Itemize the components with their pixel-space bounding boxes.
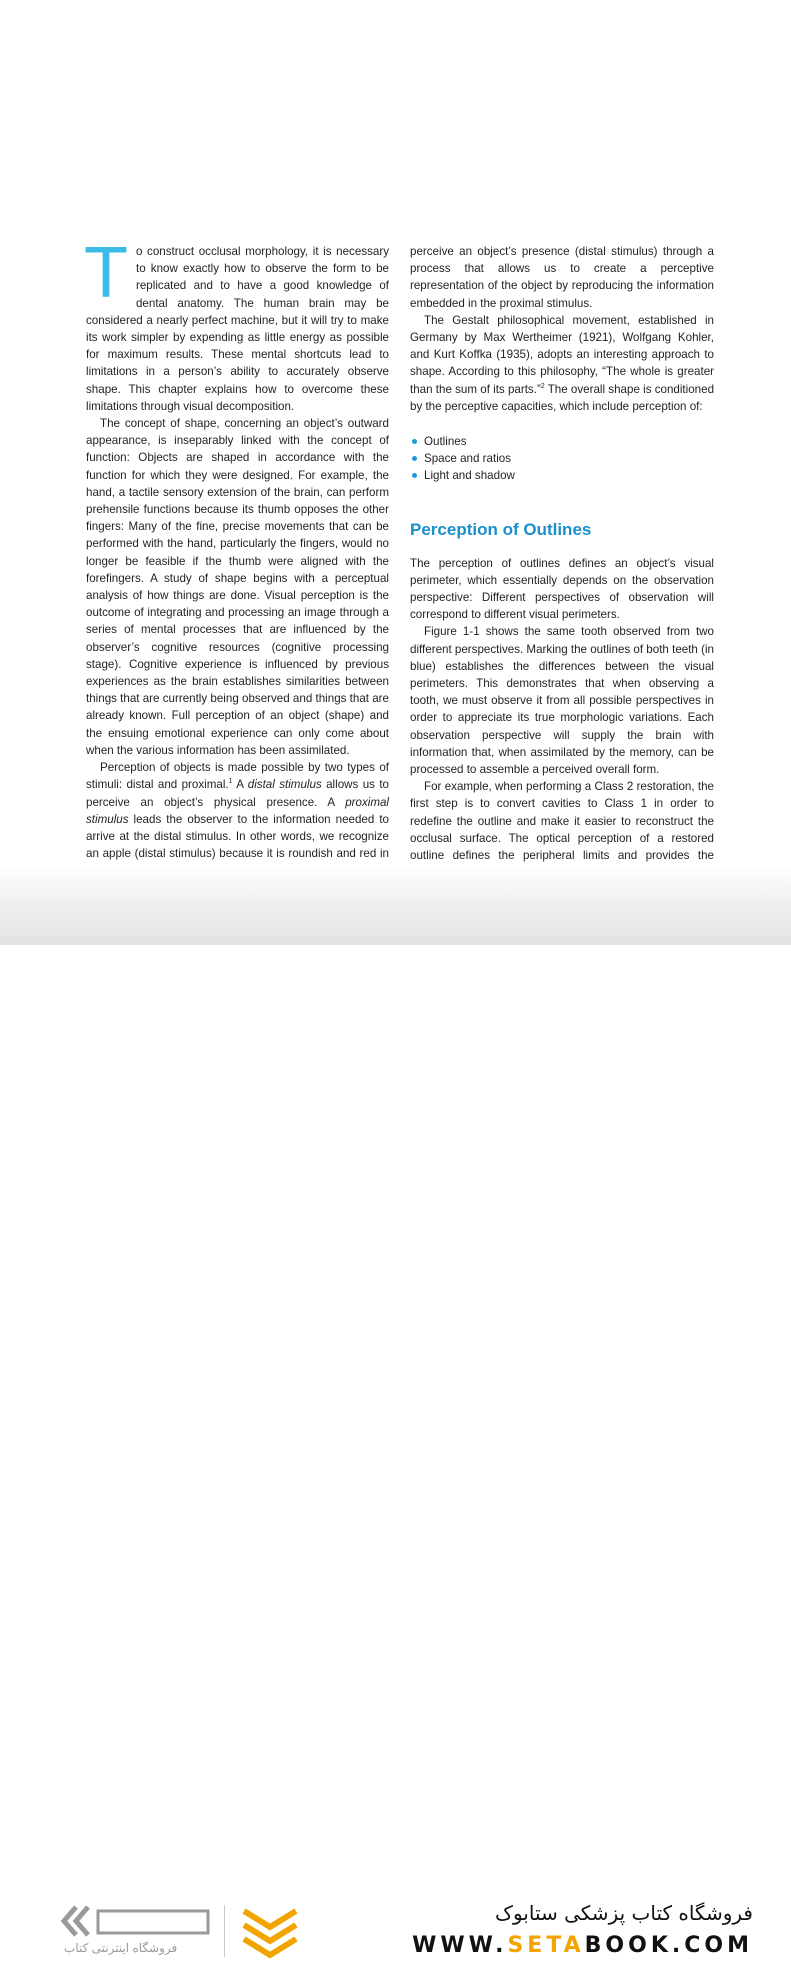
right-column [410, 243, 714, 899]
section-heading: Perception of Outlines [410, 519, 592, 539]
continued-paragraph: perceive an object’s presence (distal stimulus) through a process that allows us to create a perceptive representation of the object by reproducing the information embedded in the proximal stimulus. [410, 245, 714, 310]
outlines-paragraph: The perception of outlines defines an object’s visual perimeter, which essentially depends on the observation perspective: Different perspectives of observation will correspond to different visual perimeters. [410, 556, 714, 622]
stimuli-text-a: Perception of objects is made possible by two types of stimuli: distal and proximal. [86, 761, 389, 792]
figure-paragraph: Figure 1-1 shows the same tooth observed from two different perspectives. Marking the outlines of both teeth (in blue) establishes the differences between the visual perimeters. This demonstrates that when observing a tooth, we must observe it from all possible perspectives in order to appreciate its true morphologic variations. Each observation perspective will supply the brain with information that, when assimilated by the memory, can be processed to assemble a perceived overall form. [410, 625, 714, 777]
logo-chevrons-icon [58, 1901, 218, 1941]
gestalt-text-b: The overall shape is conditioned by the perceptive capacities, which include perception of: [410, 382, 715, 413]
shop-url [412, 1933, 753, 1958]
perception-list [410, 433, 714, 485]
list-item [410, 450, 714, 467]
page-bottom-shadow [0, 865, 791, 945]
list-item-label: Light and shadow [424, 469, 515, 483]
shop-name: فروشگاه کتاب پزشکی ستابوک [495, 1901, 753, 1925]
term-proximal-stimulus: proximal stimulus [86, 795, 389, 826]
url-accent: SETA [507, 1933, 585, 1958]
shape-paragraph: The concept of shape, concerning an object’s outward appearance, is inseparably linked with the concept of function: Objects are shaped in accordance with the function for which they were designed. For example, the hand, a tactile sensory extension of the brain, can perform prehensile functions because its thumb opposes the other fingers: Many of the fine, precise movements that can be performed with the hand, particularly the fingers, would no longer be feasible if the thumb were aligned with the forefingers. A study of shape begins with a perceptual analysis of how things are done. Visual perception is the outcome of integrating and processing an image through a series of mental processes that are influenced by the observer’s cognitive resources (cognitive processing stage). Cognitive experience is influenced by previous experiences as the brain establishes similarities between things that are currently being observed and things that are already known. Full perception of an object (shape) and the ensuing emotional experience can only come about when the various information has been assimilated. [86, 417, 389, 757]
stimuli-text-b: A [232, 778, 248, 792]
url-prefix: WWW. [412, 1933, 508, 1958]
url-suffix: .COM [671, 1933, 753, 1958]
list-item [410, 433, 714, 450]
intro-paragraph [84, 233, 389, 415]
logo-divider [224, 1905, 225, 1957]
list-item [410, 467, 714, 484]
bullet-icon [412, 439, 417, 444]
setabook-logo [58, 1897, 318, 1963]
gestalt-text-a: The Gestalt philosophical movement, established in Germany by Max Wertheimer (1921), Wolfgang Kohler, and Kurt Koffka (1935), adopts an interesting approach to shape. According to this philosophy, “The whole is greater than the sum of its parts.” [410, 313, 714, 396]
bullet-icon [412, 473, 417, 478]
stimuli-text-c: allows us to perceive an object’s physical presence. A [86, 778, 389, 809]
watermark-footer [0, 945, 791, 1958]
stimuli-text-d: leads the observer to the information needed to arrive at the distal stimulus. In other words, we recognize an apple (distal stimulus) because it is roundish and red in [86, 812, 389, 861]
drop-cap: T [84, 233, 128, 313]
left-column [84, 233, 389, 914]
list-item-label: Space and ratios [424, 452, 512, 466]
intro-text: o construct occlusal morphology, it is necessary to know exactly how to observe the form to be replicated and to have a good knowledge of dental anatomy. The human brain may be considered a nearly perfect machine, but it will try to make its work simpler by expending as little energy as possible for maximum results. These mental shortcuts lead to limitations in a person’s ability to accurately observe shape. This chapter explains how to overcome these limitations through visual decomposition. [86, 245, 389, 413]
bullet-icon [412, 456, 417, 461]
term-distal-stimulus: distal stimulus [247, 778, 322, 792]
logo-subtitle: فروشگاه اینترنتی کتاب [64, 1941, 178, 1955]
book-chevron-icon [238, 1901, 308, 1961]
gestalt-paragraph [410, 312, 714, 415]
footnote-ref-2: 2 [540, 382, 545, 390]
restoration-paragraph: For example, when performing a Class 2 restoration, the first step is to convert cavities to Class 1 in order to redefine the outline and make it easier to reconstruct the occlusal surface. The optical perception of a restored outline defines the peripheral limits and provides the [410, 780, 714, 863]
url-mid: BOOK [584, 1933, 672, 1958]
list-item-label: Outlines [424, 435, 467, 449]
footnote-ref-1: 1 [228, 778, 233, 786]
